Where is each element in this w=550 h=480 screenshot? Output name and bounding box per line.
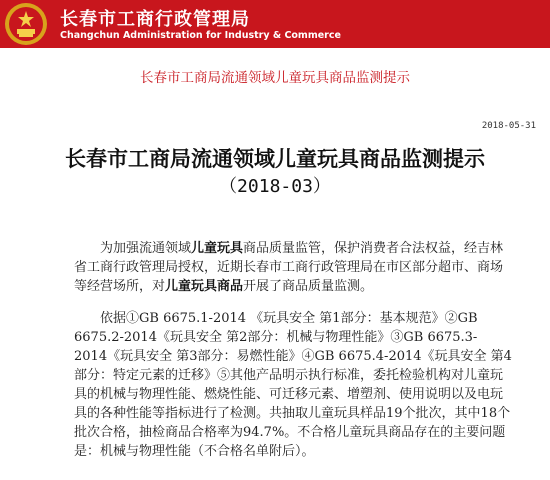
paragraph-line: 2014《玩具安全 第3部分：易燃性能》④GB 6675.4-2014《玩具安全 第4 bbox=[74, 349, 512, 364]
article-issue-number: （2018-03） bbox=[219, 176, 331, 197]
national-emblem-icon bbox=[4, 2, 48, 46]
text-segment: 等经营场所，对 bbox=[74, 279, 166, 294]
paragraph-line bbox=[74, 277, 550, 296]
text-segment: 开展了商品质量监测。 bbox=[243, 279, 374, 294]
site-header bbox=[0, 0, 550, 48]
publish-date: 2018-05-31 bbox=[481, 121, 536, 131]
text-segment: 商品质量监管，保护消费者合法权益，经吉林 bbox=[243, 241, 504, 256]
paragraph-line: 6675.2-2014《玩具安全 第2部分：机械与物理性能》③GB 6675.3- bbox=[74, 330, 478, 345]
keyword-highlight: 儿童玩具 bbox=[191, 241, 244, 256]
paragraph-line: 具的各种性能等指标进行了检测。共抽取儿童玩具样品19个批次，其中18个 bbox=[74, 406, 511, 421]
paragraph-line: 部分：特定元素的迁移》⑤其他产品明示执行标准，委托检验机构对儿童玩 bbox=[74, 368, 504, 383]
article-paragraph-2 bbox=[74, 309, 550, 461]
article-title: 长春市工商局流通领域儿童玩具商品监测提示 bbox=[65, 146, 485, 171]
text-segment: 为加强流通领域 bbox=[100, 241, 192, 256]
paragraph-line: 依据①GB 6675.1-2014 《玩具安全 第1部分：基本规范》②GB bbox=[100, 311, 478, 326]
article-breadcrumb-title: 长春市工商局流通领域儿童玩具商品监测提示 bbox=[140, 70, 410, 86]
paragraph-line: 省工商行政管理局授权，近期长春市工商行政管理局在市区部分超市、商场 bbox=[74, 260, 504, 275]
paragraph-line: 批次合格，抽检商品合格率为94.7%。不合格儿童玩具商品存在的主要问题 bbox=[74, 425, 506, 440]
article-paragraph-1 bbox=[74, 239, 550, 296]
paragraph-line: 具的机械与物理性能、燃烧性能、可迁移元素、增塑剂、使用说明以及电玩 bbox=[74, 387, 504, 402]
keyword-highlight: 儿童玩具商品 bbox=[165, 279, 244, 294]
site-subtitle: Changchun Administration for Industry & Commerce bbox=[60, 30, 341, 41]
paragraph-line: 是：机械与物理性能（不合格名单附后）。 bbox=[74, 444, 315, 459]
paragraph-line bbox=[74, 239, 550, 258]
site-title[interactable]: 长春市工商行政管理局 bbox=[60, 9, 250, 30]
